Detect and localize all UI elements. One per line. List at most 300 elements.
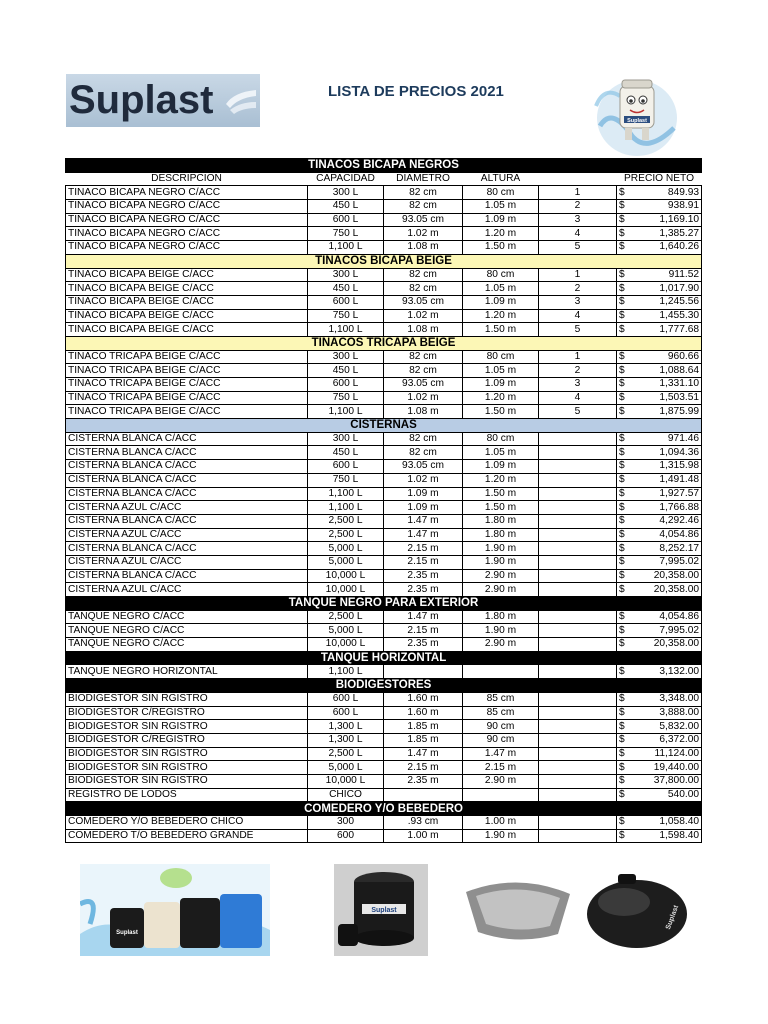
cell-currency: $ xyxy=(617,241,637,255)
cell-currency: $ xyxy=(617,624,637,638)
cell-diametro: 82 cm xyxy=(384,364,463,378)
table-row xyxy=(66,446,702,460)
cell-capacidad: 1,100 L xyxy=(308,665,384,679)
cell-precio: 1,927.57 xyxy=(637,487,702,501)
table-row xyxy=(66,514,702,528)
cell-numero: 3 xyxy=(539,295,617,309)
table-row xyxy=(66,460,702,474)
cell-altura: 1.20 m xyxy=(463,391,539,405)
cell-altura: 1.50 m xyxy=(463,241,539,255)
cell-altura: 1.20 m xyxy=(463,227,539,241)
cell-altura: 1.90 m xyxy=(463,555,539,569)
cell-capacidad: 1,300 L xyxy=(308,733,384,747)
cell-capacidad: 2,500 L xyxy=(308,610,384,624)
cell-diametro: 1.47 m xyxy=(384,528,463,542)
cell-numero xyxy=(539,761,617,775)
cell-altura: 2.90 m xyxy=(463,583,539,597)
cell-capacidad: 1,100 L xyxy=(308,405,384,419)
cell-diametro xyxy=(384,665,463,679)
cell-diametro: 1.47 m xyxy=(384,514,463,528)
section-header xyxy=(66,651,702,665)
table-row xyxy=(66,692,702,706)
cell-currency: $ xyxy=(617,323,637,337)
cell-precio: 8,252.17 xyxy=(637,542,702,556)
cell-numero: 2 xyxy=(539,282,617,296)
cell-diametro: 2.35 m xyxy=(384,583,463,597)
table-row xyxy=(66,241,702,255)
cell-numero: 4 xyxy=(539,391,617,405)
section-title: TINACOS BICAPA NEGROS xyxy=(66,159,702,173)
cell-precio: 4,054.86 xyxy=(637,528,702,542)
cell-precio: 971.46 xyxy=(637,432,702,446)
cell-descripcion: CISTERNA BLANCA C/ACC xyxy=(66,542,308,556)
cell-precio: 1,503.51 xyxy=(637,391,702,405)
cell-numero xyxy=(539,446,617,460)
section-header xyxy=(66,597,702,611)
cell-currency: $ xyxy=(617,514,637,528)
cell-precio: 911.52 xyxy=(637,268,702,282)
cell-descripcion: CISTERNA AZUL C/ACC xyxy=(66,555,308,569)
table-row xyxy=(66,624,702,638)
cell-capacidad: 750 L xyxy=(308,391,384,405)
cell-capacidad: 10,000 L xyxy=(308,638,384,652)
cell-descripcion: TINACO BICAPA BEIGE C/ACC xyxy=(66,309,308,323)
cell-altura: 1.80 m xyxy=(463,514,539,528)
cell-capacidad: 300 L xyxy=(308,432,384,446)
cell-descripcion: BIODIGESTOR SIN RGISTRO xyxy=(66,692,308,706)
cell-precio: 1,385.27 xyxy=(637,227,702,241)
cell-numero: 4 xyxy=(539,227,617,241)
cell-numero xyxy=(539,692,617,706)
cell-diametro: 1.85 m xyxy=(384,720,463,734)
cell-descripcion: CISTERNA BLANCA C/ACC xyxy=(66,569,308,583)
cell-altura: 1.80 m xyxy=(463,528,539,542)
cell-descripcion: TINACO TRICAPA BEIGE C/ACC xyxy=(66,364,308,378)
cell-currency: $ xyxy=(617,733,637,747)
cell-diametro: 1.08 m xyxy=(384,405,463,419)
cell-capacidad: 10,000 L xyxy=(308,569,384,583)
cell-numero xyxy=(539,501,617,515)
cell-precio: 1,245.56 xyxy=(637,295,702,309)
cell-precio: 1,491.48 xyxy=(637,473,702,487)
cell-numero xyxy=(539,487,617,501)
cell-diametro: 82 cm xyxy=(384,282,463,296)
cell-numero xyxy=(539,583,617,597)
cell-precio: 849.93 xyxy=(637,186,702,200)
section-title: TINACOS TRICAPA BEIGE xyxy=(66,336,702,350)
cell-descripcion: TANQUE NEGRO C/ACC xyxy=(66,638,308,652)
cell-diametro: 1.09 m xyxy=(384,501,463,515)
cell-descripcion: TINACO BICAPA BEIGE C/ACC xyxy=(66,323,308,337)
cell-diametro: 82 cm xyxy=(384,268,463,282)
table-row xyxy=(66,487,702,501)
cell-descripcion: TINACO BICAPA NEGRO C/ACC xyxy=(66,186,308,200)
comedero-photo xyxy=(462,872,574,948)
table-row xyxy=(66,583,702,597)
cell-descripcion: TINACO BICAPA NEGRO C/ACC xyxy=(66,200,308,214)
cell-altura: 1.00 m xyxy=(463,816,539,830)
cell-altura: 1.80 m xyxy=(463,610,539,624)
cell-altura: 80 cm xyxy=(463,432,539,446)
cell-currency: $ xyxy=(617,610,637,624)
cell-descripcion: BIODIGESTOR SIN RGISTRO xyxy=(66,774,308,788)
cell-precio: 4,054.86 xyxy=(637,610,702,624)
cell-capacidad: 10,000 L xyxy=(308,774,384,788)
cell-capacidad: 750 L xyxy=(308,227,384,241)
cell-descripcion: BIODIGESTOR SIN RGISTRO xyxy=(66,747,308,761)
cell-altura: 85 cm xyxy=(463,706,539,720)
cell-currency: $ xyxy=(617,473,637,487)
mascot-image xyxy=(592,66,682,160)
cell-precio: 1,331.10 xyxy=(637,378,702,392)
cell-capacidad: 300 L xyxy=(308,268,384,282)
cell-descripcion: TINACO BICAPA BEIGE C/ACC xyxy=(66,295,308,309)
cell-precio: 4,292.46 xyxy=(637,514,702,528)
cell-numero: 5 xyxy=(539,241,617,255)
cell-numero xyxy=(539,460,617,474)
cell-precio: 1,455.30 xyxy=(637,309,702,323)
table-row xyxy=(66,378,702,392)
table-row xyxy=(66,610,702,624)
cell-precio: 37,800.00 xyxy=(637,774,702,788)
table-row xyxy=(66,816,702,830)
cell-diametro: 1.60 m xyxy=(384,692,463,706)
column-header-diametro: DIAMETRO xyxy=(396,173,450,185)
cell-descripcion: TINACO BICAPA BEIGE C/ACC xyxy=(66,268,308,282)
cell-descripcion: TANQUE NEGRO HORIZONTAL xyxy=(66,665,308,679)
cell-currency: $ xyxy=(617,378,637,392)
cell-diametro: 93.05 cm xyxy=(384,460,463,474)
cell-diametro: 1.00 m xyxy=(384,829,463,843)
table-row xyxy=(66,528,702,542)
table-row xyxy=(66,542,702,556)
table-row xyxy=(66,747,702,761)
cell-capacidad: 300 xyxy=(308,816,384,830)
cell-descripcion: CISTERNA BLANCA C/ACC xyxy=(66,432,308,446)
biodigestor-brand: Suplast xyxy=(371,907,397,914)
table-row xyxy=(66,200,702,214)
cell-currency: $ xyxy=(617,829,637,843)
cell-capacidad: 600 L xyxy=(308,692,384,706)
cell-capacidad: 450 L xyxy=(308,282,384,296)
cell-numero: 1 xyxy=(539,268,617,282)
cell-precio: 3,348.00 xyxy=(637,692,702,706)
cell-capacidad: 5,000 L xyxy=(308,542,384,556)
logo-swoosh-icon xyxy=(224,82,258,116)
cell-diametro: 93.05 cm xyxy=(384,213,463,227)
table-row xyxy=(66,323,702,337)
cell-diametro: 2.15 m xyxy=(384,624,463,638)
cell-capacidad: 1,100 L xyxy=(308,501,384,515)
cell-altura: 1.09 m xyxy=(463,460,539,474)
cell-precio: 1,058.40 xyxy=(637,816,702,830)
table-row xyxy=(66,569,702,583)
table-row xyxy=(66,268,702,282)
cell-diametro: 93.05 cm xyxy=(384,378,463,392)
cell-diametro: 1.08 m xyxy=(384,323,463,337)
cell-currency: $ xyxy=(617,816,637,830)
cell-currency: $ xyxy=(617,774,637,788)
cell-diametro: 82 cm xyxy=(384,350,463,364)
cell-precio: 1,598.40 xyxy=(637,829,702,843)
cell-descripcion: TINACO TRICAPA BEIGE C/ACC xyxy=(66,405,308,419)
cell-currency: $ xyxy=(617,487,637,501)
cell-currency: $ xyxy=(617,200,637,214)
cell-numero xyxy=(539,610,617,624)
cell-diametro: 1.02 m xyxy=(384,391,463,405)
biodigestor-photo xyxy=(334,864,428,956)
price-table xyxy=(65,158,702,843)
cell-precio: 19,440.00 xyxy=(637,761,702,775)
table-row xyxy=(66,364,702,378)
cell-currency: $ xyxy=(617,227,637,241)
cell-altura: 1.09 m xyxy=(463,378,539,392)
suplast-logo xyxy=(66,74,260,127)
table-row xyxy=(66,761,702,775)
cell-diametro: 82 cm xyxy=(384,446,463,460)
cell-diametro: 2.35 m xyxy=(384,774,463,788)
cell-descripcion: CISTERNA BLANCA C/ACC xyxy=(66,446,308,460)
cell-precio: 6,372.00 xyxy=(637,733,702,747)
cell-capacidad: 750 L xyxy=(308,309,384,323)
cell-capacidad: 450 L xyxy=(308,200,384,214)
cell-precio: 540.00 xyxy=(637,788,702,802)
cell-diametro: 1.47 m xyxy=(384,610,463,624)
cell-descripcion: TINACO BICAPA NEGRO C/ACC xyxy=(66,241,308,255)
section-header xyxy=(66,254,702,268)
table-row xyxy=(66,733,702,747)
tinacos-brand: Suplast xyxy=(116,930,138,936)
cell-currency: $ xyxy=(617,460,637,474)
cell-precio: 1,766.88 xyxy=(637,501,702,515)
cell-descripcion: REGISTRO DE LODOS xyxy=(66,788,308,802)
cell-precio: 20,358.00 xyxy=(637,569,702,583)
cell-descripcion: TINACO BICAPA NEGRO C/ACC xyxy=(66,227,308,241)
cell-currency: $ xyxy=(617,692,637,706)
cell-precio: 3,132.00 xyxy=(637,665,702,679)
section-header xyxy=(66,802,702,816)
cell-numero xyxy=(539,638,617,652)
column-header-row xyxy=(66,172,702,186)
cell-numero xyxy=(539,774,617,788)
cell-diametro: 2.15 m xyxy=(384,761,463,775)
table-row xyxy=(66,432,702,446)
cell-altura: 2.15 m xyxy=(463,761,539,775)
cell-diametro: 82 cm xyxy=(384,432,463,446)
table-row xyxy=(66,706,702,720)
cell-altura: 1.90 m xyxy=(463,829,539,843)
cell-currency: $ xyxy=(617,405,637,419)
cell-capacidad: 5,000 L xyxy=(308,761,384,775)
cell-descripcion: CISTERNA AZUL C/ACC xyxy=(66,583,308,597)
table-row xyxy=(66,350,702,364)
cell-descripcion: TINACO BICAPA NEGRO C/ACC xyxy=(66,213,308,227)
cell-precio: 1,169.10 xyxy=(637,213,702,227)
cell-altura: 1.05 m xyxy=(463,446,539,460)
cell-capacidad: 2,500 L xyxy=(308,747,384,761)
section-title: BIODIGESTORES xyxy=(66,679,702,693)
cell-precio: 938.91 xyxy=(637,200,702,214)
cell-currency: $ xyxy=(617,268,637,282)
cell-capacidad: CHICO xyxy=(308,788,384,802)
table-row xyxy=(66,295,702,309)
table-row xyxy=(66,555,702,569)
cell-numero: 5 xyxy=(539,323,617,337)
cell-altura: 2.90 m xyxy=(463,638,539,652)
cell-numero xyxy=(539,665,617,679)
cell-descripcion: CISTERNA BLANCA C/ACC xyxy=(66,487,308,501)
cell-capacidad: 600 L xyxy=(308,706,384,720)
cell-capacidad: 600 L xyxy=(308,213,384,227)
cell-numero: 3 xyxy=(539,213,617,227)
cell-diametro: 1.09 m xyxy=(384,487,463,501)
cell-numero: 3 xyxy=(539,378,617,392)
section-header xyxy=(66,419,702,433)
section-title: TANQUE NEGRO PARA EXTERIOR xyxy=(66,597,702,611)
cell-descripcion: TINACO TRICAPA BEIGE C/ACC xyxy=(66,378,308,392)
table-row xyxy=(66,829,702,843)
cell-altura: 1.50 m xyxy=(463,487,539,501)
cell-capacidad: 2,500 L xyxy=(308,528,384,542)
cell-capacidad: 5,000 L xyxy=(308,555,384,569)
cell-numero xyxy=(539,788,617,802)
cell-precio: 1,017.90 xyxy=(637,282,702,296)
cell-numero xyxy=(539,542,617,556)
cell-currency: $ xyxy=(617,761,637,775)
cell-numero xyxy=(539,514,617,528)
logo-text: Suplast xyxy=(69,78,214,122)
cell-currency: $ xyxy=(617,528,637,542)
cell-altura: 1.90 m xyxy=(463,542,539,556)
cell-precio: 1,640.26 xyxy=(637,241,702,255)
cell-descripcion: CISTERNA AZUL C/ACC xyxy=(66,528,308,542)
cell-diametro xyxy=(384,788,463,802)
cell-capacidad: 300 L xyxy=(308,186,384,200)
cell-diametro: 2.35 m xyxy=(384,638,463,652)
table-row xyxy=(66,665,702,679)
cell-altura: 90 cm xyxy=(463,720,539,734)
cell-altura xyxy=(463,665,539,679)
product-photos xyxy=(0,862,768,962)
table-row xyxy=(66,282,702,296)
cell-diametro: 1.02 m xyxy=(384,473,463,487)
cell-currency: $ xyxy=(617,638,637,652)
cell-altura: 1.50 m xyxy=(463,501,539,515)
cell-currency: $ xyxy=(617,720,637,734)
cell-descripcion: CISTERNA BLANCA C/ACC xyxy=(66,514,308,528)
cell-capacidad: 1,300 L xyxy=(308,720,384,734)
cell-diametro: 2.15 m xyxy=(384,542,463,556)
cell-precio: 11,124.00 xyxy=(637,747,702,761)
cell-descripcion: BIODIGESTOR SIN RGISTRO xyxy=(66,761,308,775)
cell-descripcion: CISTERNA BLANCA C/ACC xyxy=(66,473,308,487)
section-header xyxy=(66,679,702,693)
cell-capacidad: 300 L xyxy=(308,350,384,364)
table-row xyxy=(66,405,702,419)
cell-currency: $ xyxy=(617,213,637,227)
cell-precio: 1,875.99 xyxy=(637,405,702,419)
cell-diametro: 82 cm xyxy=(384,186,463,200)
mascot-label: Suplast xyxy=(627,118,647,124)
cell-currency: $ xyxy=(617,364,637,378)
cell-numero: 5 xyxy=(539,405,617,419)
cell-diametro: 93.05 cm xyxy=(384,295,463,309)
cell-currency: $ xyxy=(617,391,637,405)
cell-altura: 2.90 m xyxy=(463,569,539,583)
section-title: TINACOS BICAPA BEIGE xyxy=(66,254,702,268)
cell-numero: 1 xyxy=(539,186,617,200)
cell-diametro: 1.02 m xyxy=(384,227,463,241)
cell-precio: 20,358.00 xyxy=(637,583,702,597)
cell-precio: 1,315.98 xyxy=(637,460,702,474)
section-header xyxy=(66,159,702,173)
cell-descripcion: COMEDERO Y/O BEBEDERO CHICO xyxy=(66,816,308,830)
column-header-altura: ALTURA xyxy=(480,173,521,185)
document-title: LISTA DE PRECIOS 2021 xyxy=(328,83,504,100)
cell-numero xyxy=(539,555,617,569)
cell-descripcion: BIODIGESTOR C/REGISTRO xyxy=(66,706,308,720)
cell-altura: 1.09 m xyxy=(463,295,539,309)
cell-precio: 7,995.02 xyxy=(637,624,702,638)
cell-diametro: 1.02 m xyxy=(384,309,463,323)
cell-descripcion: TANQUE NEGRO C/ACC xyxy=(66,624,308,638)
horizontal-brand: Suplast xyxy=(664,904,681,931)
cell-altura: 1.47 m xyxy=(463,747,539,761)
cell-descripcion: CISTERNA BLANCA C/ACC xyxy=(66,460,308,474)
cell-numero xyxy=(539,747,617,761)
cell-diametro: 1.47 m xyxy=(384,747,463,761)
cell-descripcion: TINACO TRICAPA BEIGE C/ACC xyxy=(66,391,308,405)
cell-altura: 80 cm xyxy=(463,268,539,282)
tinacos-photo xyxy=(80,864,270,956)
cell-diametro: 1.60 m xyxy=(384,706,463,720)
cell-currency: $ xyxy=(617,186,637,200)
cell-diametro: 2.35 m xyxy=(384,569,463,583)
table-row xyxy=(66,473,702,487)
cell-descripcion: COMEDERO T/O BEBEDERO GRANDE xyxy=(66,829,308,843)
column-header-blank xyxy=(539,172,617,186)
cell-numero xyxy=(539,473,617,487)
cell-capacidad: 600 L xyxy=(308,460,384,474)
cell-precio: 3,888.00 xyxy=(637,706,702,720)
cell-altura: 80 cm xyxy=(463,350,539,364)
table-row xyxy=(66,788,702,802)
cell-numero xyxy=(539,733,617,747)
table-row xyxy=(66,501,702,515)
table-row xyxy=(66,213,702,227)
cell-altura: 1.09 m xyxy=(463,213,539,227)
cell-altura: 1.05 m xyxy=(463,200,539,214)
cell-descripcion: CISTERNA AZUL C/ACC xyxy=(66,501,308,515)
cell-descripcion: BIODIGESTOR SIN RGISTRO xyxy=(66,720,308,734)
cell-numero xyxy=(539,816,617,830)
cell-altura: 85 cm xyxy=(463,692,539,706)
cell-numero xyxy=(539,528,617,542)
cell-precio: 5,832.00 xyxy=(637,720,702,734)
column-header-descripcion: DESCRIPCION xyxy=(151,173,222,185)
cell-descripcion: TINACO BICAPA BEIGE C/ACC xyxy=(66,282,308,296)
cell-precio: 7,995.02 xyxy=(637,555,702,569)
cell-altura: 1.50 m xyxy=(463,405,539,419)
cell-capacidad: 1,100 L xyxy=(308,241,384,255)
cell-capacidad: 450 L xyxy=(308,364,384,378)
cell-diametro: 82 cm xyxy=(384,200,463,214)
cell-numero xyxy=(539,829,617,843)
cell-numero xyxy=(539,569,617,583)
cell-numero xyxy=(539,706,617,720)
cell-currency: $ xyxy=(617,432,637,446)
cell-numero: 4 xyxy=(539,309,617,323)
